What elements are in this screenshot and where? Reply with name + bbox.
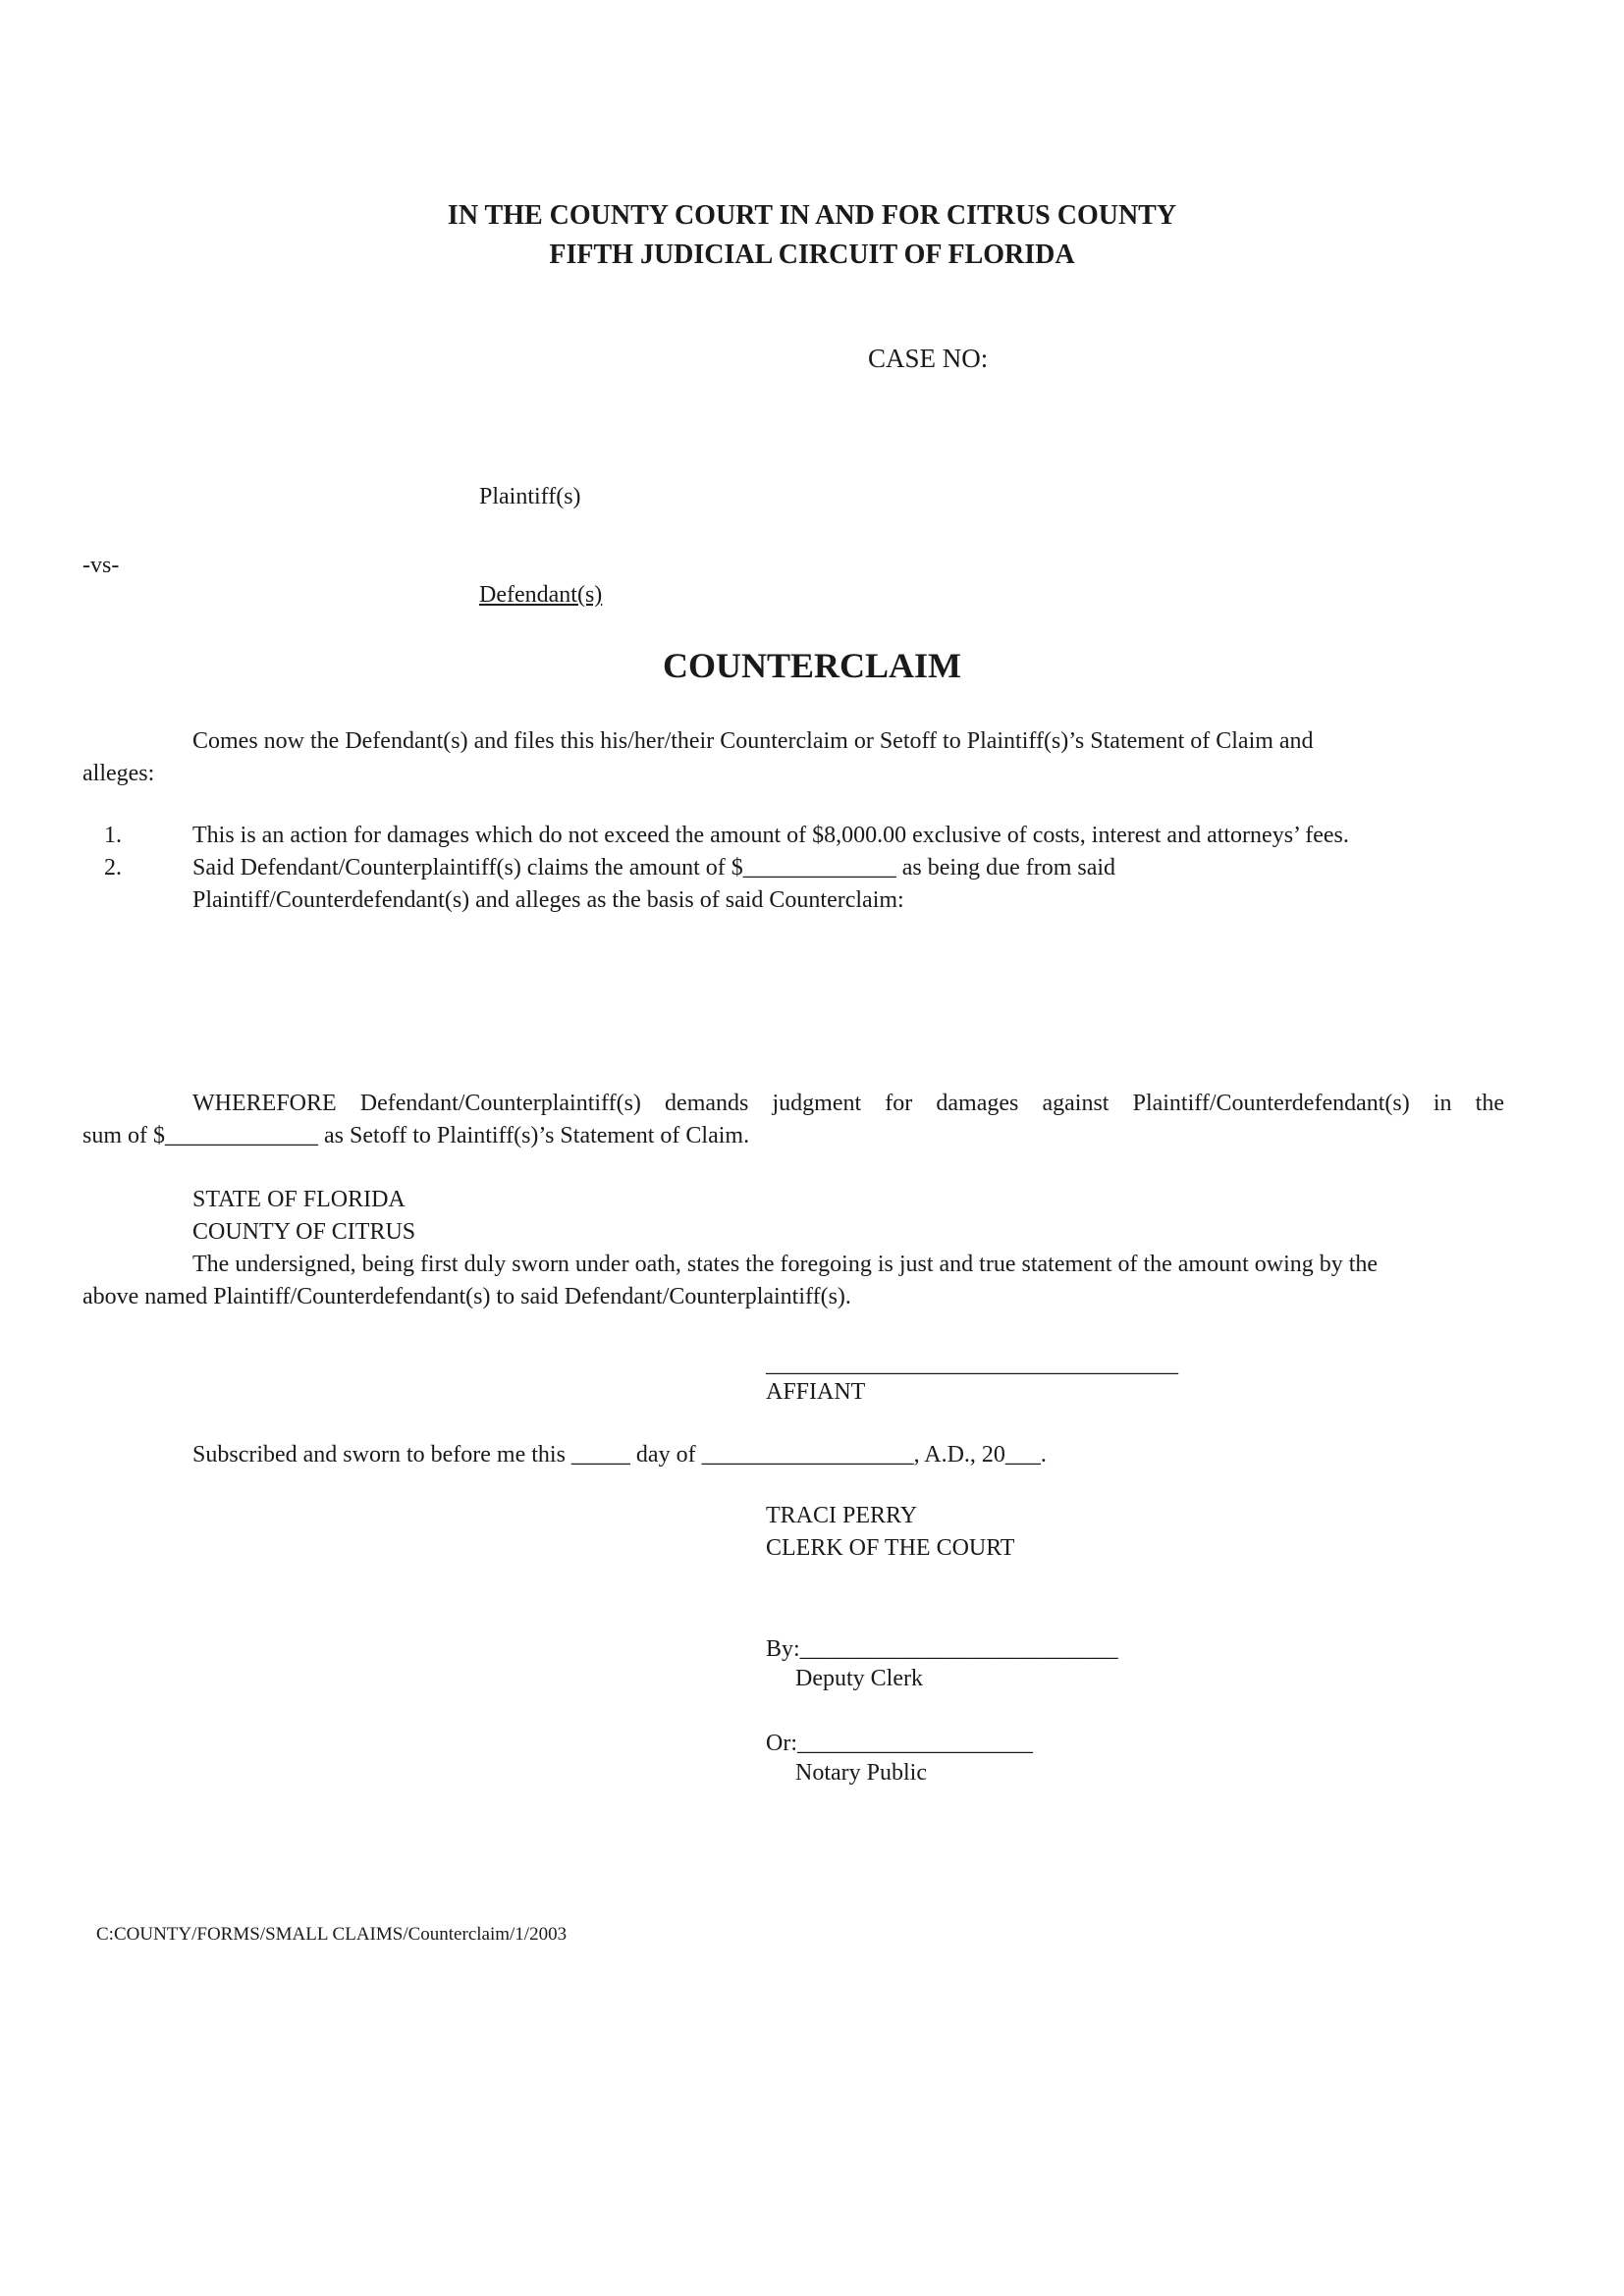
subscribed-statement: Subscribed and sworn to before me this _____ day of __________________, A.D., 20___. — [192, 1442, 1047, 1468]
item-1-text: This is an action for damages which do not exceed the amount of $8,000.00 exclusive of costs, interest and attorneys’ fees. — [192, 823, 1349, 848]
court-header-line-1: IN THE COUNTY COURT IN AND FOR CITRUS COUNTY — [447, 200, 1177, 231]
affiant-label: AFFIANT — [766, 1379, 866, 1405]
item-2-line-2: Plaintiff/Counterdefendant(s) and alleges as the basis of said Counterclaim: — [192, 887, 904, 913]
affiant-signature-line: ___________________________________ — [766, 1352, 1178, 1377]
item-2-number: 2. — [104, 855, 122, 881]
oath-line-2: above named Plaintiff/Counterdefendant(s) to said Defendant/Counterplaintiff(s). — [82, 1284, 851, 1309]
intro-line-1: Comes now the Defendant(s) and files this his/her/their Counterclaim or Setoff to Plaintiff(s)’s Statement of Claim and — [192, 728, 1314, 754]
versus-label: -vs- — [82, 553, 120, 578]
deputy-clerk-label: Deputy Clerk — [795, 1666, 923, 1691]
oath-line-1: The undersigned, being first duly sworn under oath, states the foregoing is just and true statement of the amount owing by the — [192, 1252, 1379, 1277]
wherefore-line-2: sum of $_____________ as Setoff to Plaintiff(s)’s Statement of Claim. — [82, 1123, 750, 1148]
clerk-name: TRACI PERRY — [766, 1503, 918, 1528]
case-number-label: CASE NO: — [868, 344, 989, 373]
notary-public-label: Notary Public — [795, 1760, 927, 1786]
deputy-signature-line: By:___________________________ — [766, 1636, 1118, 1662]
intro-line-2: alleges: — [82, 761, 155, 786]
notary-signature-line: Or:____________________ — [766, 1731, 1033, 1756]
court-header — [0, 196, 1624, 275]
document-title: COUNTERCLAIM — [662, 646, 961, 685]
plaintiff-label: Plaintiff(s) — [479, 484, 581, 509]
wherefore-line-1: WHEREFORE Defendant/Counterplaintiff(s) demands judgment for damages against Plaintiff/Counterdefendant(s) in the — [192, 1091, 1504, 1116]
form-file-path: C:COUNTY/FORMS/SMALL CLAIMS/Counterclaim/1/2003 — [96, 1924, 568, 1945]
oath-state: STATE OF FLORIDA — [192, 1187, 406, 1212]
defendant-label: Defendant(s) — [479, 582, 603, 608]
item-1-number: 1. — [104, 823, 122, 848]
item-2-line-1: Said Defendant/Counterplaintiff(s) claims the amount of $_____________ as being due from said — [192, 855, 1116, 881]
oath-county: COUNTY OF CITRUS — [192, 1219, 416, 1245]
clerk-title: CLERK OF THE COURT — [766, 1535, 1015, 1561]
court-header-line-2: FIFTH JUDICIAL CIRCUIT OF FLORIDA — [549, 240, 1075, 270]
